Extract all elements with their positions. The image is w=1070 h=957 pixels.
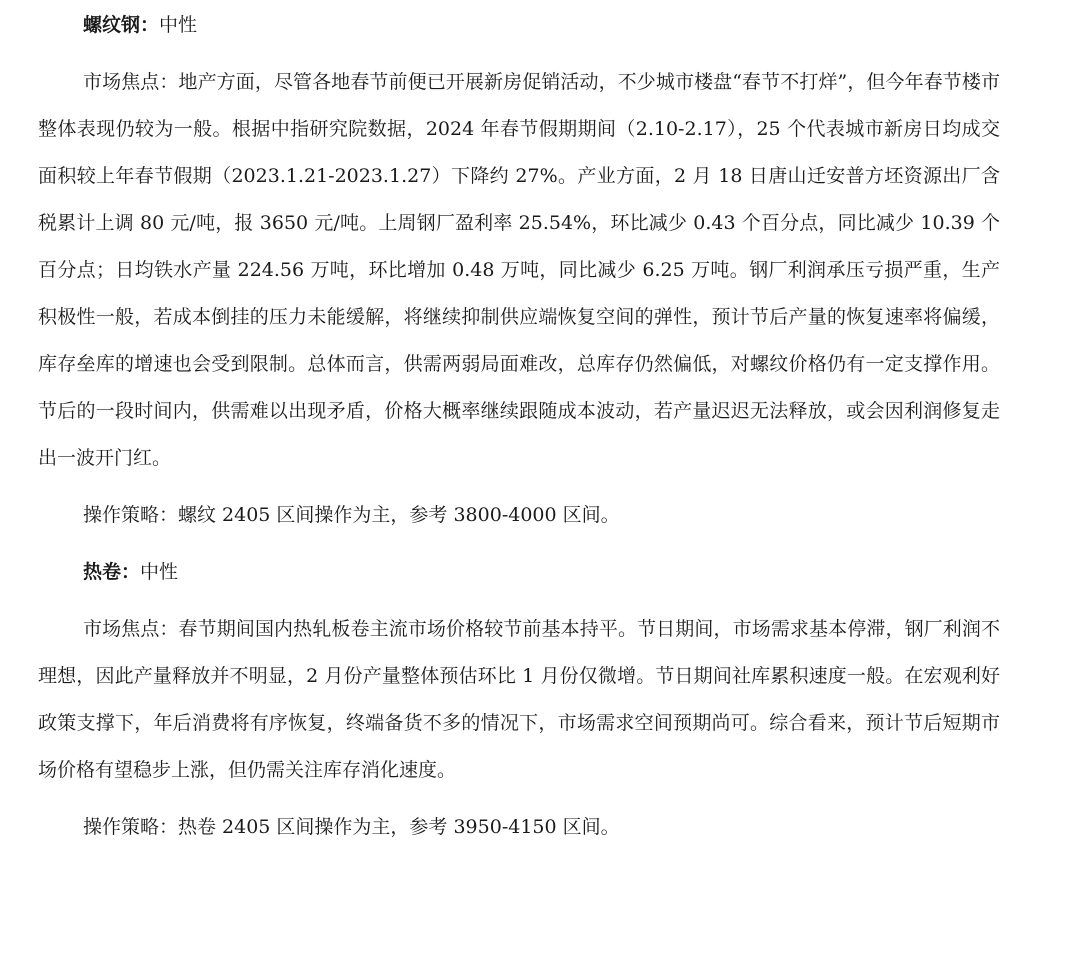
rebar-market-focus: 市场焦点：地产方面，尽管各地春节前便已开展新房促销活动，不少城市楼盘“春节不打烊”，但今年春节楼市整体表现仍较为一般。根据中指研究院数据，2024 年春节假期期间（2.10-2.17），25 个代表城市新房日均成交面积较上年春节假期（2023.1.21-2023.1.27）下降约 27%。产业方面，2 月 18 日唐山迁安普方坯资源出厂含税累计上调 80 元/吨，报 3650 元/吨。上周钢厂盈利率 25.54%，环比减少 0.43 个百分点，同比减少 10.39 个百分点；日均铁水产量 224.56 万吨，环比增加 0.48 万吨，同比减少 6.25 万吨。钢厂利润承压亏损严重，生产积极性一般，若成本倒挂的压力未能缓解，将继续抑制供应端恢复空间的弹性，预计节后产量的恢复速率将偏缓，库存垒库的增速也会受到限制。总体而言，供需两弱局面难改，总库存仍然偏低，对螺纹价格仍有一定支撑作用。节后的一段时间内，供需难以出现矛盾，价格大概率继续跟随成本波动，若产量迟迟无法释放，或会因利润修复走出一波开门红。 — [38, 71, 1000, 469]
rebar-heading — [38, 2, 1000, 49]
rebar-title: 螺纹钢 — [83, 14, 141, 36]
report-body — [38, 2, 1000, 851]
rebar-colon: ： — [140, 14, 160, 36]
hotcoil-stance: 中性 — [140, 561, 179, 583]
hotcoil-colon: ： — [121, 561, 141, 583]
rebar-stance: 中性 — [159, 14, 198, 36]
hotcoil-heading — [38, 549, 1000, 596]
hotcoil-market-focus: 市场焦点：春节期间国内热轧板卷主流市场价格较节前基本持平。节日期间，市场需求基本停滞，钢厂利润不理想，因此产量释放并不明显，2 月份产量整体预估环比 1 月份仅微增。节日期间社库累积速度一般。在宏观利好政策支撑下，年后消费将有序恢复，终端备货不多的情况下，市场需求空间预期尚可。综合看来，预计节后短期市场价格有望稳步上涨，但仍需关注库存消化速度。 — [38, 618, 1000, 781]
rebar-strategy: 操作策略：螺纹 2405 区间操作为主，参考 3800-4000 区间。 — [83, 504, 620, 526]
hotcoil-title: 热卷 — [83, 561, 122, 583]
hotcoil-strategy: 操作策略：热卷 2405 区间操作为主，参考 3950-4150 区间。 — [83, 816, 620, 838]
